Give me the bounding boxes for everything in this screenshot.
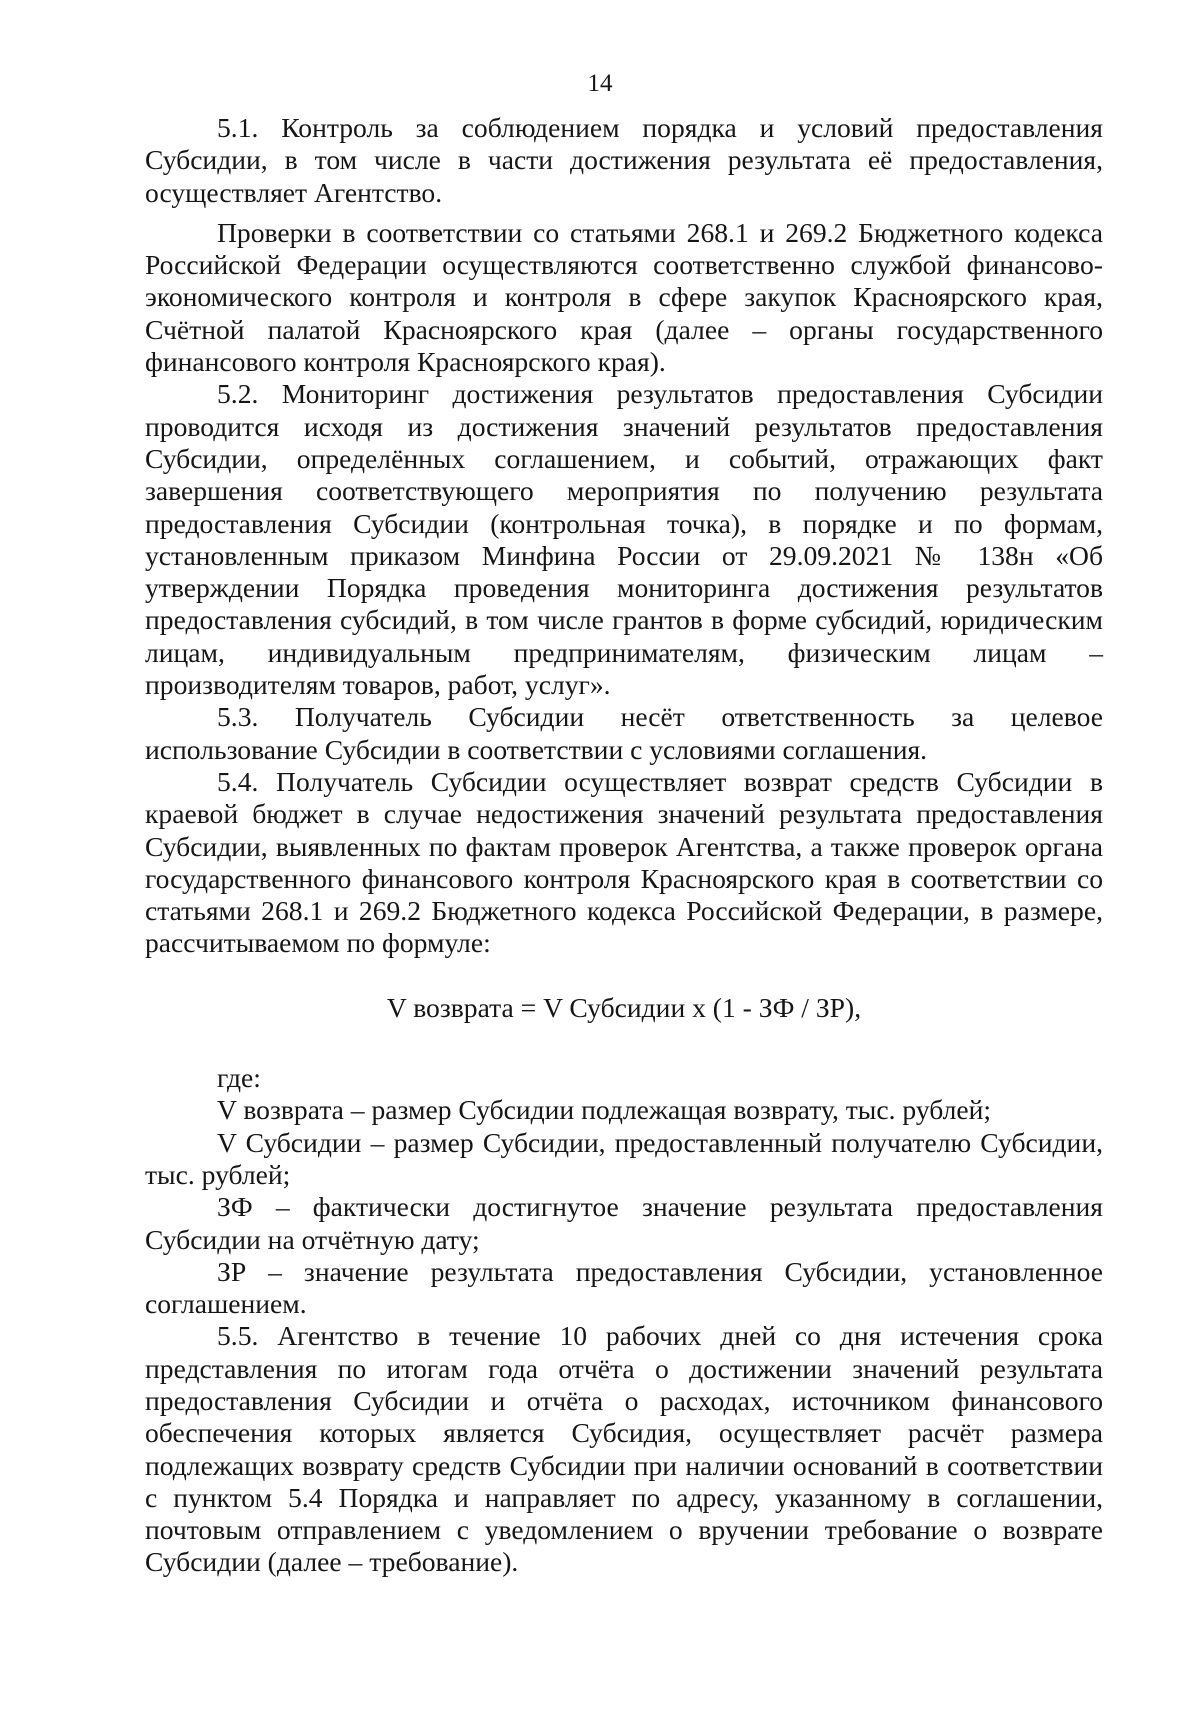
formula-where-label: где: <box>217 1062 261 1094</box>
definition-v-subsidy: V Субсидии – размер Субсидии, предоставленный получателю Субсидии, тыс. рублей; <box>145 1126 1103 1190</box>
paragraph-5-4: 5.4. Получатель Субсидии осуществляет возврат средств Субсидии в краевой бюджет в случае недостижения значений результата предоставления Субсидии, выявленных по фактам проверок Агентства, а также проверок органа государственного финансового контроля Красноярского края в соответствии со статьями 268.1 и 269.2 Бюджетного кодекса Российской Федерации, в размере, рассчитываемом по формуле: <box>145 765 1103 959</box>
paragraph-5-2: 5.2. Мониторинг достижения результатов предоставления Субсидии проводится исходя из достижения значений результатов предоставления Субсидии, определённых соглашением, и событий, отражающих факт завершения соответствующего мероприятия по получению результата предоставления Субсидии (контрольная точка), в порядке и по формам, установленным приказом Минфина России от 29.09.2021 № 138н «Об утверждении Порядка проведения мониторинга достижения результатов предоставления субсидий, в том числе грантов в форме субсидий, юридическим лицам, индивидуальным предпринимателям, физическим лицам – производителям товаров, работ, услуг». <box>145 378 1103 701</box>
paragraph-5-3: 5.3. Получатель Субсидии несёт ответственность за целевое использование Субсидии в соответствии с условиями соглашения. <box>145 701 1103 765</box>
definition-v-return: V возврата – размер Субсидии подлежащая возврату, тыс. рублей; <box>217 1094 992 1126</box>
refund-formula: V возврата = V Субсидии x (1 - ЗФ / ЗР), <box>386 991 862 1023</box>
definition-zr: ЗР – значение результата предоставления Субсидии, установленное соглашением. <box>145 1255 1103 1320</box>
paragraph-5-5: 5.5. Агентство в течение 10 рабочих дней со дня истечения срока представления по итогам года отчёта о достижении значений результата предоставления Субсидии и отчёта о расходах, источником финансового обеспечения которых является Субсидия, осуществляет расчёт размера подлежащих возврату средств Субсидии при наличии оснований в соответствии с пунктом 5.4 Порядка и направляет по адресу, указанному в соглашении, почтовым отправлением с уведомлением о вручении требование о возврате Субсидии (далее – требование). <box>145 1320 1103 1578</box>
paragraph-5-1: 5.1. Контроль за соблюдением порядка и условий предоставления Субсидии, в том числе в части достижения результата её предоставления, осуществляет Агентство. <box>145 112 1103 208</box>
page-number: 14 <box>587 70 613 97</box>
paragraph-5-1-inspections: Проверки в соответствии со статьями 268.1 и 269.2 Бюджетного кодекса Российской Федерации осуществляются соответственно службой финансово-экономического контроля и контроля в сфере закупок Красноярского края, Счётной палатой Красноярского края (далее – органы государственного финансового контроля Красноярского края). <box>145 216 1103 378</box>
definition-zf: ЗФ – фактически достигнутое значение результата предоставления Субсидии на отчётную дату; <box>145 1191 1103 1255</box>
document-body <box>145 112 1103 1579</box>
